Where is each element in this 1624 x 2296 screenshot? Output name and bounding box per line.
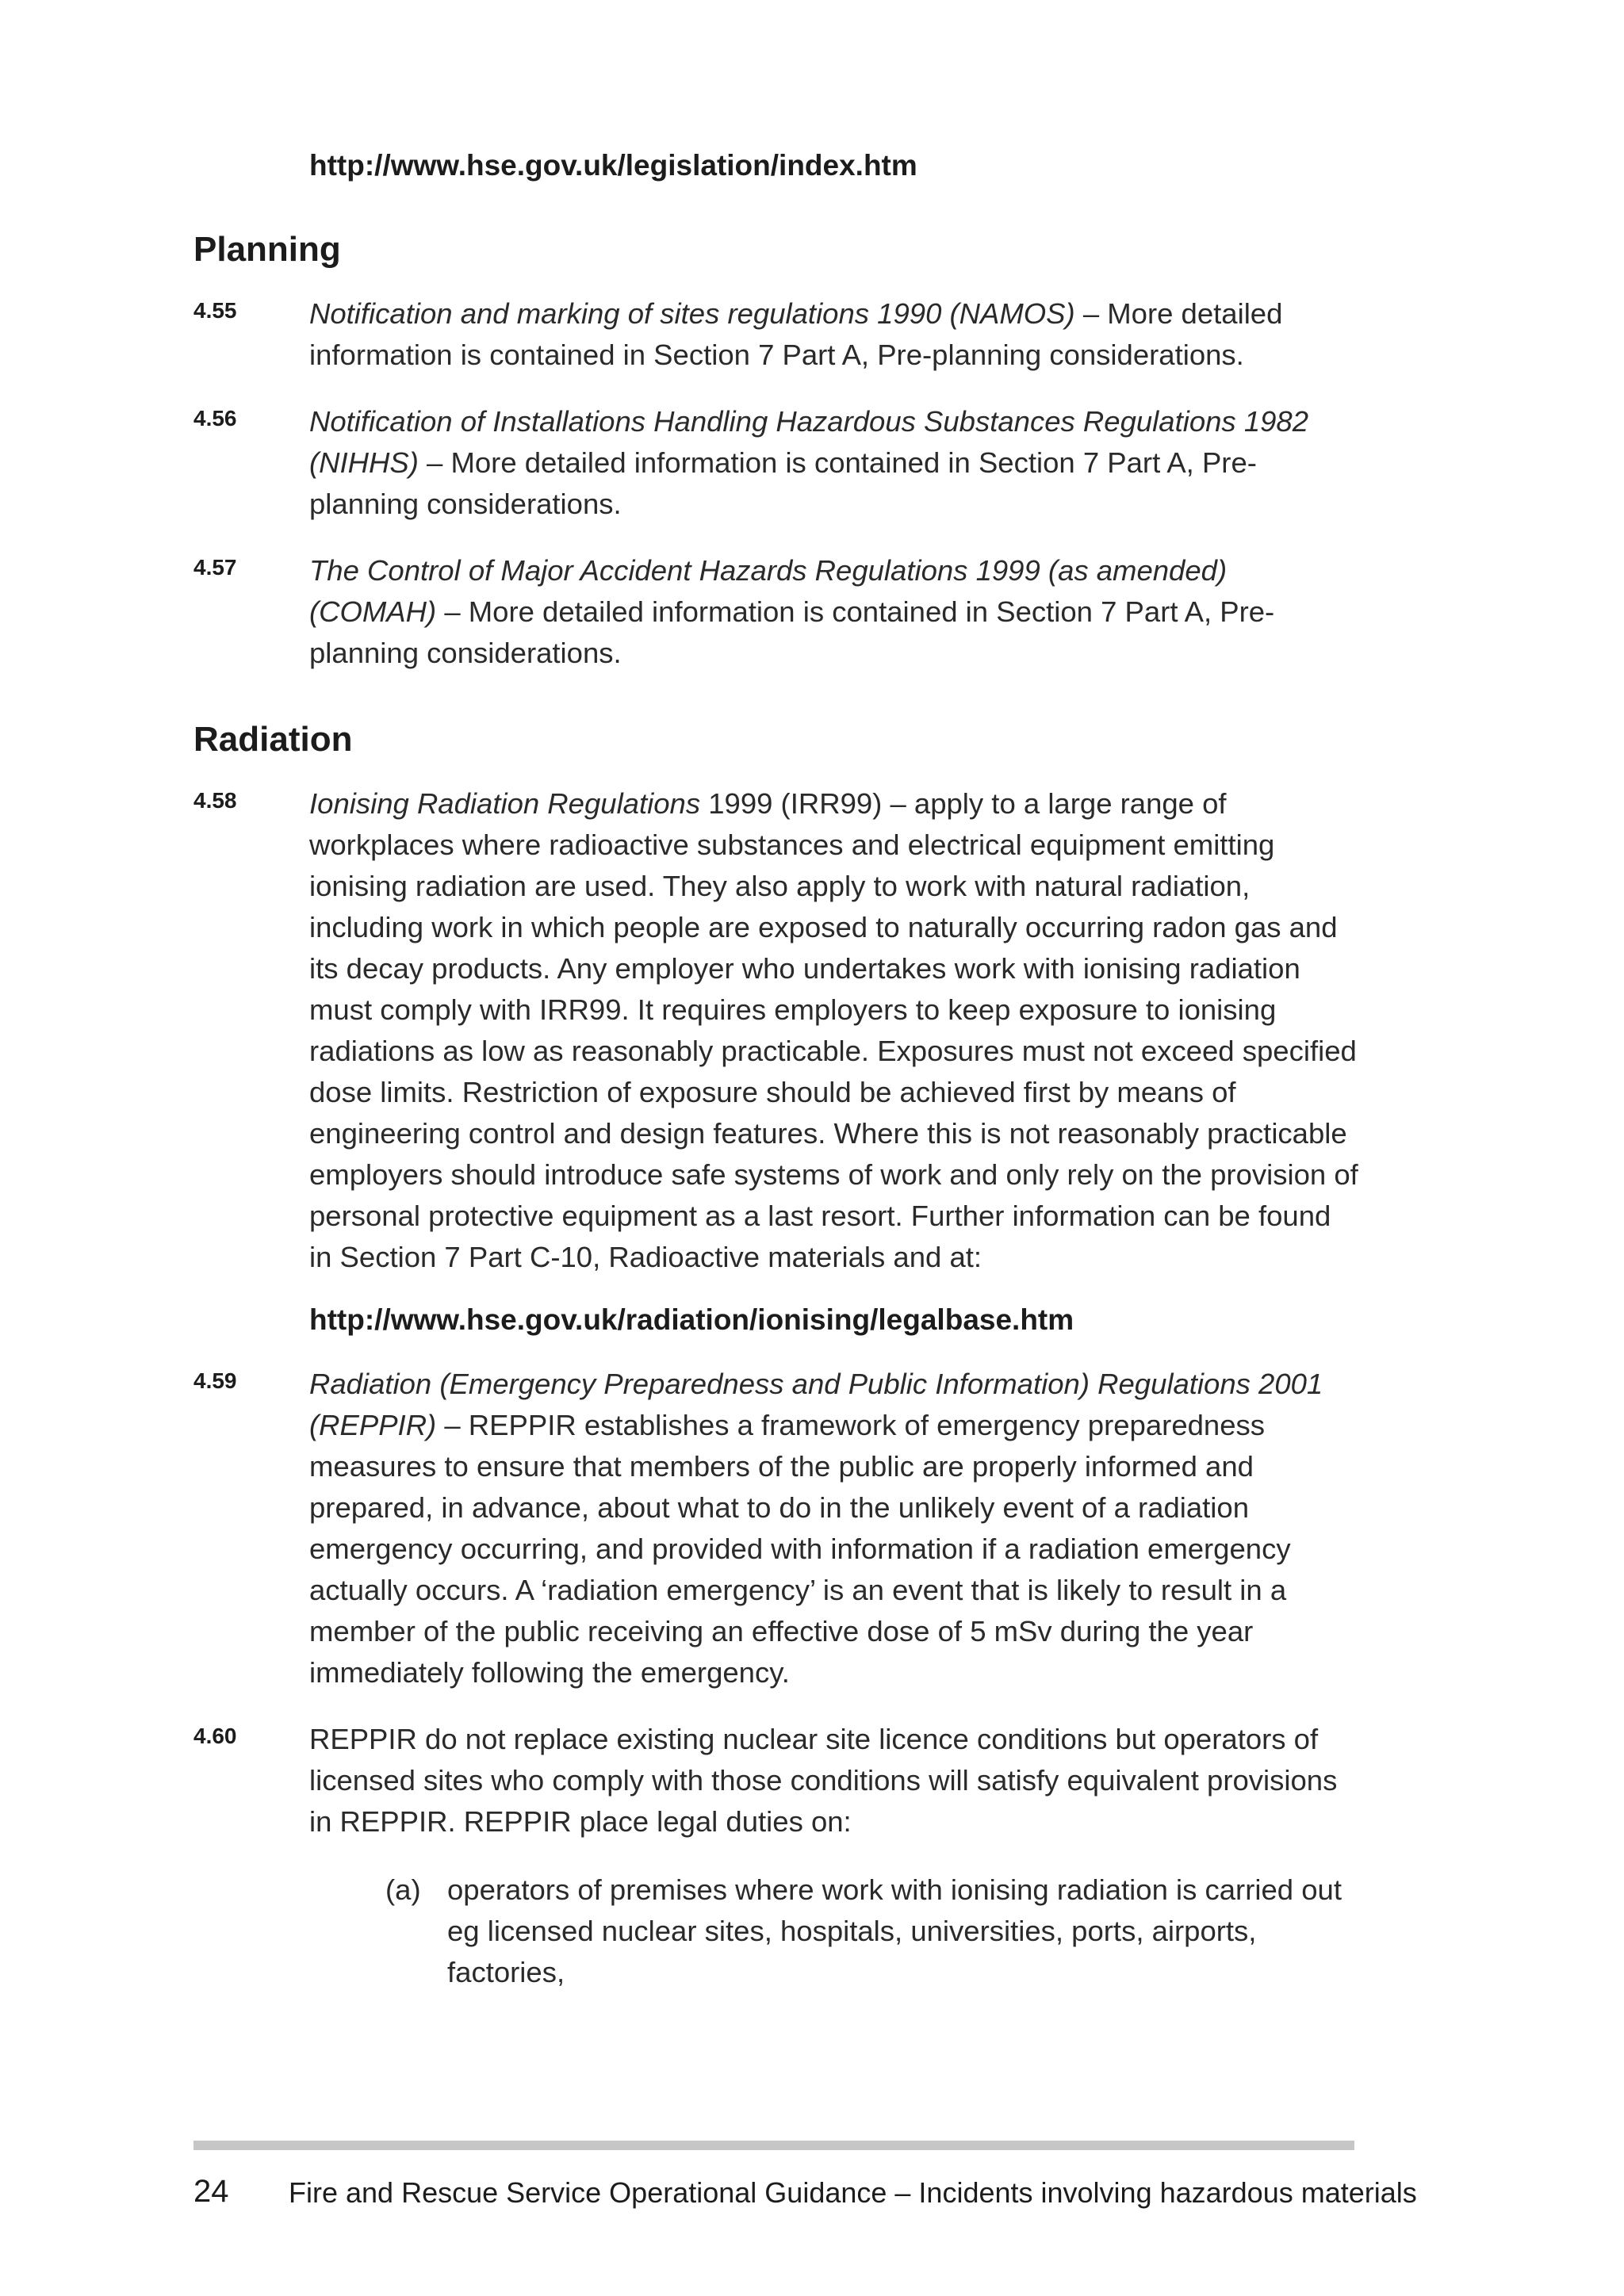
paragraph-text xyxy=(309,401,1359,525)
paragraph-body: – More detailed information is contained in Section 7 Part A, Pre-planning considerations. xyxy=(309,595,1275,669)
planning-heading: Planning xyxy=(193,230,341,269)
paragraph-number: 4.55 xyxy=(193,298,237,323)
regulation-title: Notification and marking of sites regulations 1990 (NAMOS) xyxy=(309,297,1075,330)
radiation-legalbase-url-link[interactable]: http://www.hse.gov.uk/radiation/ionising/legalbase.htm xyxy=(309,1303,1074,1336)
list-item-text: operators of premises where work with ionising radiation is carried out eg licensed nuclear sites, hospitals, universities, ports, airports, factories, xyxy=(447,1873,1342,1988)
paragraph-4-58 xyxy=(193,783,1359,1278)
paragraph-body: – More detailed information is contained in Section 7 Part A, Pre-planning considerations. xyxy=(309,297,1283,371)
paragraph-4-56 xyxy=(193,401,1359,525)
paragraph-text xyxy=(309,293,1359,376)
paragraph-number: 4.56 xyxy=(193,406,237,430)
paragraph-text xyxy=(309,550,1359,674)
regulation-title: Ionising Radiation Regulations xyxy=(309,787,701,820)
regulation-title: Notification of Installations Handling Hazardous Substances Regulations 1982 (NIHHS) xyxy=(309,405,1309,479)
footer-title: Fire and Rescue Service Operational Guidance – Incidents involving hazardous materials xyxy=(289,2176,1417,2209)
page-number: 24 xyxy=(193,2174,229,2209)
list-item-label: (a) xyxy=(385,1873,421,1906)
paragraph-4-57 xyxy=(193,550,1359,674)
paragraph-number: 4.60 xyxy=(193,1724,237,1748)
list-item-a xyxy=(385,1869,1359,1993)
paragraph-4-59 xyxy=(193,1364,1359,1693)
paragraph-4-60 xyxy=(193,1719,1359,1843)
paragraph-number: 4.57 xyxy=(193,555,237,580)
paragraph-number: 4.59 xyxy=(193,1368,237,1393)
paragraph-body: REPPIR do not replace existing nuclear site licence conditions but operators of licensed sites who comply with those conditions will satisfy equivalent provisions in REPPIR. REPPIR place legal duties on: xyxy=(309,1723,1338,1838)
radiation-heading: Radiation xyxy=(193,720,353,759)
paragraph-text xyxy=(309,783,1359,1278)
paragraph-number: 4.58 xyxy=(193,788,237,813)
paragraph-body: 1999 (IRR99) – apply to a large range of workplaces where radioactive substances and electrical equipment emitting ionising radiation are used. They also apply to work with natural radiation, including work in which people are exposed to naturally occurring radon gas and its decay products. Any employer who undertakes work with ionising radiation must comply with IRR99. It requires employers to keep exposure to ionising radiations as low as reasonably practicable. Exposures must not exceed specified dose limits. Restriction of exposure should be achieved first by means of engineering control and design features. Where this is not reasonably practicable employers should introduce safe systems of work and only rely on the provision of personal protective equipment as a last resort. Further information can be found in Section 7 Part C-10, Radioactive materials and at: xyxy=(309,787,1358,1273)
regulation-title: Radiation (Emergency Preparedness and Public Information) Regulations 2001 (REPPIR) xyxy=(309,1368,1323,1441)
paragraph-body: – More detailed information is contained in Section 7 Part A, Pre-planning considerations. xyxy=(309,446,1257,520)
footer-divider xyxy=(193,2141,1354,2150)
regulation-title: The Control of Major Accident Hazards Regulations 1999 (as amended) (COMAH) xyxy=(309,554,1228,628)
paragraph-body: – REPPIR establishes a framework of emergency preparedness measures to ensure that members of the public are properly informed and prepared, in advance, about what to do in the unlikely event of a radiation emergency occurring, and provided with information if a radiation emergency actually occurs. A ‘radiation emergency’ is an event that is likely to result in a member of the public receiving an effective dose of 5 mSv during the year immediately following the emergency. xyxy=(309,1409,1291,1689)
paragraph-text xyxy=(309,1364,1359,1693)
legislation-url-link[interactable]: http://www.hse.gov.uk/legislation/index.htm xyxy=(309,149,917,182)
paragraph-4-55 xyxy=(193,293,1359,376)
